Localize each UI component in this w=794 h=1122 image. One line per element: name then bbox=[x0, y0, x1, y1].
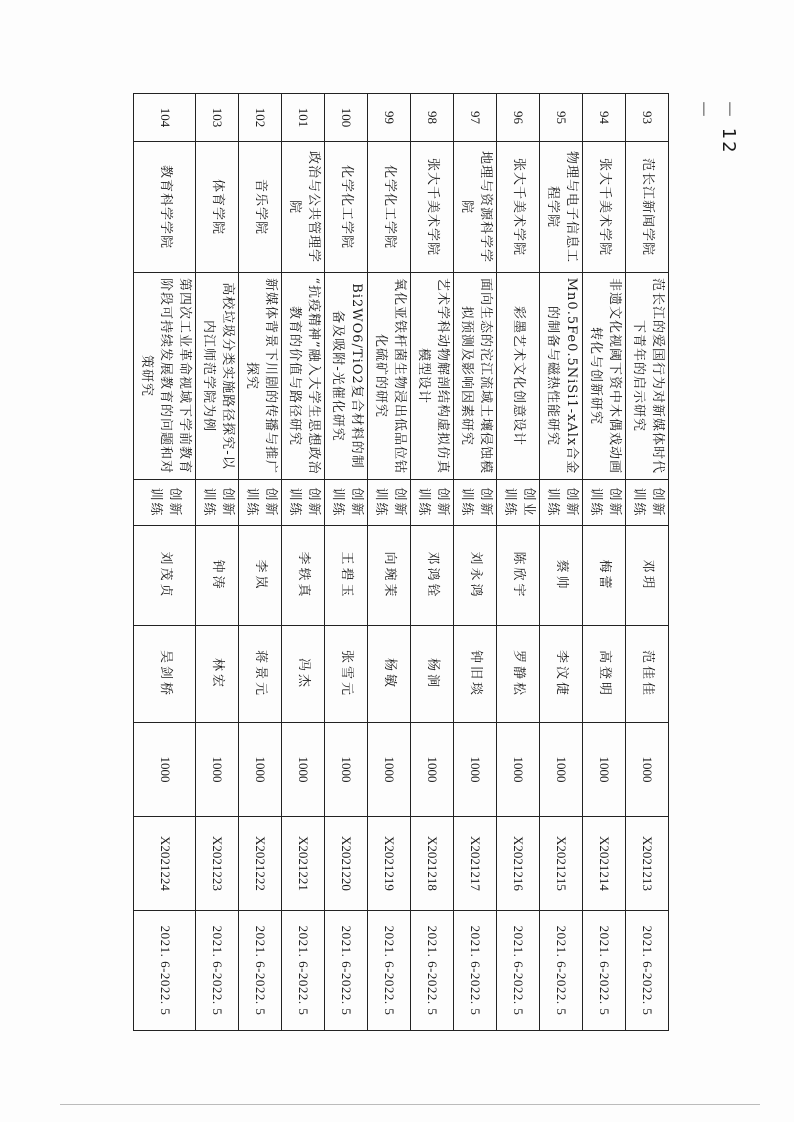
funds-cell: 1000 bbox=[368, 723, 411, 817]
bottom-rule bbox=[60, 1104, 760, 1105]
funds-cell: 1000 bbox=[540, 723, 583, 817]
table-row bbox=[282, 94, 325, 1031]
member-cell: 杨敏 bbox=[368, 626, 411, 723]
type-cell: 创新训练 bbox=[282, 480, 325, 526]
table-body bbox=[134, 94, 669, 1031]
type-cell: 创业训练 bbox=[497, 480, 540, 526]
member-cell: 林宏 bbox=[196, 626, 239, 723]
leader-cell: 李岚 bbox=[239, 526, 282, 626]
topic-cell: 范长江的爱国行为对新媒体时代下青年的启示研究 bbox=[626, 273, 669, 480]
member-cell: 杨涧 bbox=[411, 626, 454, 723]
leader-cell: 邓玥 bbox=[626, 526, 669, 626]
code-cell: X2021221 bbox=[282, 817, 325, 911]
row-number: 95 bbox=[540, 94, 583, 142]
period-cell: 2021. 6-2022. 5 bbox=[196, 911, 239, 1031]
topic-cell: 高校垃圾分类实施路径探究-以内江师范学院为例 bbox=[196, 273, 239, 480]
funds-cell: 1000 bbox=[497, 723, 540, 817]
member-cell: 李汶倢 bbox=[540, 626, 583, 723]
funds-cell: 1000 bbox=[411, 723, 454, 817]
row-number: 104 bbox=[134, 94, 196, 142]
topic-cell: 艺术学科动物解剖结构虚拟仿真模型设计 bbox=[411, 273, 454, 480]
leader-cell: 陈欣宇 bbox=[497, 526, 540, 626]
table-row bbox=[454, 94, 497, 1031]
code-cell: X2021215 bbox=[540, 817, 583, 911]
type-cell: 创新训练 bbox=[368, 480, 411, 526]
member-cell: 冯杰 bbox=[282, 626, 325, 723]
topic-cell: 氧化亚铁杆菌生物浸出低品位钴化硫矿的研究 bbox=[368, 273, 411, 480]
code-cell: X2021217 bbox=[454, 817, 497, 911]
college-cell: 范长江新闻学院 bbox=[626, 142, 669, 273]
period-cell: 2021. 6-2022. 5 bbox=[497, 911, 540, 1031]
page-number: － 12 － bbox=[692, 100, 739, 155]
college-cell: 化学化工学院 bbox=[325, 142, 368, 273]
college-cell: 张大千美术学院 bbox=[411, 142, 454, 273]
period-cell: 2021. 6-2022. 5 bbox=[411, 911, 454, 1031]
table-row bbox=[411, 94, 454, 1031]
funds-cell: 1000 bbox=[134, 723, 196, 817]
leader-cell: 蔡帅 bbox=[540, 526, 583, 626]
rotated-table-wrapper bbox=[133, 93, 669, 1030]
leader-cell: 李轶真 bbox=[282, 526, 325, 626]
college-cell: 教育科学学院 bbox=[134, 142, 196, 273]
college-cell: 体育学院 bbox=[196, 142, 239, 273]
table-row bbox=[540, 94, 583, 1031]
leader-cell: 邓鸿铨 bbox=[411, 526, 454, 626]
topic-cell: 面向生态的沱江流域土壤侵蚀模拟预测及影响因素研究 bbox=[454, 273, 497, 480]
row-number: 101 bbox=[282, 94, 325, 142]
code-cell: X2021213 bbox=[626, 817, 669, 911]
member-cell: 吴剑桥 bbox=[134, 626, 196, 723]
leader-cell: 刘茂贞 bbox=[134, 526, 196, 626]
funds-cell: 1000 bbox=[282, 723, 325, 817]
leader-cell: 钟涛 bbox=[196, 526, 239, 626]
leader-cell: 刘永鸿 bbox=[454, 526, 497, 626]
table-row bbox=[239, 94, 282, 1031]
leader-cell: 王碧玉 bbox=[325, 526, 368, 626]
table-row bbox=[626, 94, 669, 1031]
leader-cell: 梅蕾 bbox=[583, 526, 626, 626]
funds-cell: 1000 bbox=[325, 723, 368, 817]
period-cell: 2021. 6-2022. 5 bbox=[239, 911, 282, 1031]
college-cell: 音乐学院 bbox=[239, 142, 282, 273]
code-cell: X2021219 bbox=[368, 817, 411, 911]
row-number: 96 bbox=[497, 94, 540, 142]
table-row bbox=[368, 94, 411, 1031]
period-cell: 2021. 6-2022. 5 bbox=[583, 911, 626, 1031]
member-cell: 钟旧琰 bbox=[454, 626, 497, 723]
college-cell: 化学化工学院 bbox=[368, 142, 411, 273]
code-cell: X2021216 bbox=[497, 817, 540, 911]
type-cell: 创新训练 bbox=[454, 480, 497, 526]
period-cell: 2021. 6-2022. 5 bbox=[282, 911, 325, 1031]
project-table bbox=[133, 93, 669, 1031]
row-number: 102 bbox=[239, 94, 282, 142]
type-cell: 创新训练 bbox=[239, 480, 282, 526]
code-cell: X2021220 bbox=[325, 817, 368, 911]
topic-cell: 非遗文化视阈下资中木偶戏动画转化与创新研究 bbox=[583, 273, 626, 480]
period-cell: 2021. 6-2022. 5 bbox=[325, 911, 368, 1031]
type-cell: 创新训练 bbox=[583, 480, 626, 526]
college-cell: 张大千美术学院 bbox=[497, 142, 540, 273]
code-cell: X2021223 bbox=[196, 817, 239, 911]
topic-cell: Bi2WO6/TiO2复合材料的制备及吸附-光催化研究 bbox=[325, 273, 368, 480]
funds-cell: 1000 bbox=[583, 723, 626, 817]
type-cell: 创新训练 bbox=[540, 480, 583, 526]
funds-cell: 1000 bbox=[454, 723, 497, 817]
table-row bbox=[196, 94, 239, 1031]
period-cell: 2021. 6-2022. 5 bbox=[134, 911, 196, 1031]
member-cell: 范佳佳 bbox=[626, 626, 669, 723]
row-number: 97 bbox=[454, 94, 497, 142]
funds-cell: 1000 bbox=[626, 723, 669, 817]
row-number: 100 bbox=[325, 94, 368, 142]
row-number: 98 bbox=[411, 94, 454, 142]
type-cell: 创新训练 bbox=[325, 480, 368, 526]
code-cell: X2021222 bbox=[239, 817, 282, 911]
member-cell: 高登明 bbox=[583, 626, 626, 723]
row-number: 93 bbox=[626, 94, 669, 142]
table-row bbox=[134, 94, 196, 1031]
funds-cell: 1000 bbox=[196, 723, 239, 817]
topic-cell: 第四次工业革命视域下学前教育阶段可持续发展教育的问题和对策研究 bbox=[134, 273, 196, 480]
code-cell: X2021214 bbox=[583, 817, 626, 911]
member-cell: 罗静松 bbox=[497, 626, 540, 723]
period-cell: 2021. 6-2022. 5 bbox=[454, 911, 497, 1031]
code-cell: X2021218 bbox=[411, 817, 454, 911]
topic-cell: 新媒体背景下川剧的传播与推广探究 bbox=[239, 273, 282, 480]
period-cell: 2021. 6-2022. 5 bbox=[368, 911, 411, 1031]
code-cell: X2021224 bbox=[134, 817, 196, 911]
row-number: 99 bbox=[368, 94, 411, 142]
funds-cell: 1000 bbox=[239, 723, 282, 817]
college-cell: 政治与公共管理学院 bbox=[282, 142, 325, 273]
table-row bbox=[583, 94, 626, 1031]
leader-cell: 向琬茉 bbox=[368, 526, 411, 626]
member-cell: 蒋景元 bbox=[239, 626, 282, 723]
topic-cell: 彩墨艺术文化创意设计 bbox=[497, 273, 540, 480]
member-cell: 张雪元 bbox=[325, 626, 368, 723]
topic-cell: “抗疫精神”融入大学生思想政治教育的价值与路径研究 bbox=[282, 273, 325, 480]
college-cell: 地理与资源科学学院 bbox=[454, 142, 497, 273]
period-cell: 2021. 6-2022. 5 bbox=[540, 911, 583, 1031]
row-number: 94 bbox=[583, 94, 626, 142]
type-cell: 创新训练 bbox=[626, 480, 669, 526]
type-cell: 创新训练 bbox=[411, 480, 454, 526]
college-cell: 张大千美术学院 bbox=[583, 142, 626, 273]
type-cell: 创新训练 bbox=[196, 480, 239, 526]
table-row bbox=[497, 94, 540, 1031]
college-cell: 物理与电子信息工程学院 bbox=[540, 142, 583, 273]
type-cell: 创新训练 bbox=[134, 480, 196, 526]
row-number: 103 bbox=[196, 94, 239, 142]
topic-cell: Mn0.5Fe0.5NiSi1-xAlx合金的制备与磁热性能研究 bbox=[540, 273, 583, 480]
period-cell: 2021. 6-2022. 5 bbox=[626, 911, 669, 1031]
table-row bbox=[325, 94, 368, 1031]
